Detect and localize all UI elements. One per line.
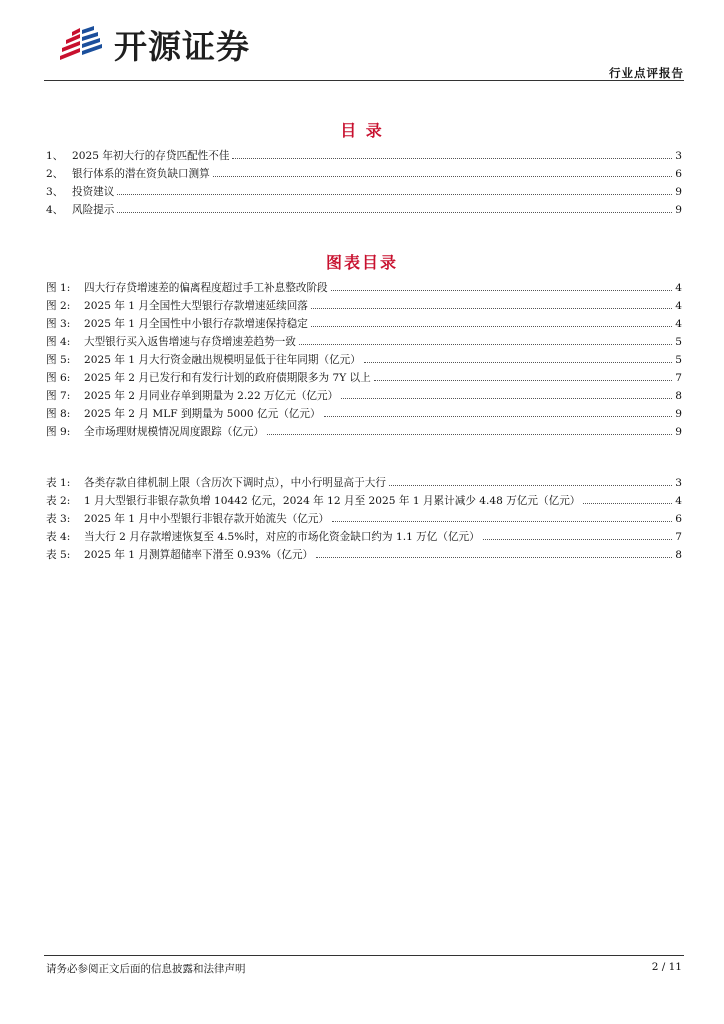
brand-name: 开源证券 [114,27,250,66]
table-number: 表 3: [46,513,71,525]
kaiyuan-logo-icon [58,22,104,68]
tables-list [46,477,682,561]
leader-dots [213,168,673,177]
figure-item[interactable] [46,426,682,438]
figure-label: 2025 年 2 月同业存单到期量为 2.22 万亿元（亿元） [84,390,339,402]
figure-number: 图 9: [46,426,71,438]
toc-item-number: 1、 [46,150,64,162]
figure-page: 5 [675,354,682,366]
leader-dots [117,204,672,213]
figure-number: 图 6: [46,372,71,384]
figure-label: 大型银行买入返售增速与存贷增速差趋势一致 [84,336,296,348]
leader-dots [267,426,672,435]
figure-label: 2025 年 2 月已发行和有发行计划的政府债期限多为 7Y 以上 [84,372,371,384]
toc-item-page: 9 [675,186,682,198]
figure-number: 图 5: [46,354,71,366]
table-label: 2025 年 1 月测算超储率下滑至 0.93%（亿元） [84,549,314,561]
figure-page: 7 [675,372,682,384]
figure-number: 图 1: [46,282,71,294]
table-number: 表 4: [46,531,71,543]
leader-dots [341,390,672,399]
figure-label: 2025 年 1 月全国性中小银行存款增速保持稳定 [84,318,308,330]
figure-page: 9 [675,426,682,438]
table-item[interactable] [46,477,682,489]
table-page: 4 [675,495,682,507]
figure-label: 四大行存贷增速差的偏离程度超过手工补息整改阶段 [84,282,328,294]
figure-item[interactable] [46,282,682,294]
toc-item-label: 风险提示 [72,204,115,216]
figure-item[interactable] [46,390,682,402]
leader-dots [311,318,672,327]
leader-dots [117,186,672,195]
table-label: 2025 年 1 月中小型银行非银存款开始流失（亿元） [84,513,330,525]
toc-title: 目 录 [340,121,384,140]
figure-number: 图 8: [46,408,71,420]
leader-dots [331,282,673,291]
page-number: 2 / 11 [651,961,682,973]
leader-dots [374,372,673,381]
toc-item[interactable] [46,168,682,180]
footer-divider [44,955,684,956]
toc-list [46,150,682,216]
table-page: 3 [675,477,682,489]
leader-dots [389,477,672,486]
toc-item-label: 2025 年初大行的存贷匹配性不佳 [72,150,230,162]
figure-number: 图 3: [46,318,71,330]
leader-dots [583,495,672,504]
toc-item-page: 6 [675,168,682,180]
figure-label: 2025 年 2 月 MLF 到期量为 5000 亿元（亿元） [84,408,321,420]
leader-dots [364,354,672,363]
table-page: 7 [675,531,682,543]
leader-dots [324,408,673,417]
table-number: 表 2: [46,495,71,507]
leader-dots [232,150,672,159]
figure-item[interactable] [46,336,682,348]
table-page: 6 [675,513,682,525]
table-item[interactable] [46,495,682,507]
figure-page: 4 [675,318,682,330]
figure-label: 2025 年 1 月大行资金融出规模明显低于往年同期（亿元） [84,354,361,366]
figure-item[interactable] [46,318,682,330]
leader-dots [483,531,673,540]
footer-disclaimer: 请务必参阅正文后面的信息披露和法律声明 [46,963,246,975]
leader-dots [299,336,672,345]
table-label: 当大行 2 月存款增速恢复至 4.5%时，对应的市场化资金缺口约为 1.1 万亿（亿元） [84,531,480,543]
leader-dots [332,513,672,522]
toc-item-number: 4、 [46,204,64,216]
table-number: 表 1: [46,477,71,489]
figure-page: 9 [675,408,682,420]
leader-dots [311,300,672,309]
figures-title: 图表目录 [325,253,398,272]
toc-item[interactable] [46,204,682,216]
report-category: 行业点评报告 [609,66,684,80]
toc-item-page: 3 [675,150,682,162]
table-page: 8 [675,549,682,561]
figures-list [46,282,682,438]
figure-page: 4 [675,300,682,312]
toc-item[interactable] [46,150,682,162]
figure-number: 图 7: [46,390,71,402]
figure-item[interactable] [46,372,682,384]
figure-number: 图 4: [46,336,71,348]
leader-dots [316,549,672,558]
toc-item-label: 银行体系的潜在资负缺口测算 [72,168,210,180]
table-item[interactable] [46,549,682,561]
figure-item[interactable] [46,300,682,312]
figure-page: 8 [675,390,682,402]
toc-item-label: 投资建议 [72,186,115,198]
toc-item-number: 2、 [46,168,64,180]
toc-item[interactable] [46,186,682,198]
figure-label: 全市场理财规模情况周度跟踪（亿元） [84,426,265,438]
figure-item[interactable] [46,354,682,366]
table-number: 表 5: [46,549,71,561]
page-header [44,16,684,82]
figure-item[interactable] [46,408,682,420]
figure-label: 2025 年 1 月全国性大型银行存款增速延续回落 [84,300,308,312]
figure-page: 5 [675,336,682,348]
figure-page: 4 [675,282,682,294]
toc-item-number: 3、 [46,186,64,198]
table-label: 各类存款自律机制上限（含历次下调时点），中小行明显高于大行 [84,477,386,489]
table-item[interactable] [46,513,682,525]
figure-number: 图 2: [46,300,71,312]
toc-item-page: 9 [675,204,682,216]
header-divider [44,80,684,81]
table-label: 1 月大型银行非银存款负增 10442 亿元，2024 年 12 月至 2025 年 1 月累计减少 4.48 万亿元（亿元） [84,495,581,507]
table-item[interactable] [46,531,682,543]
